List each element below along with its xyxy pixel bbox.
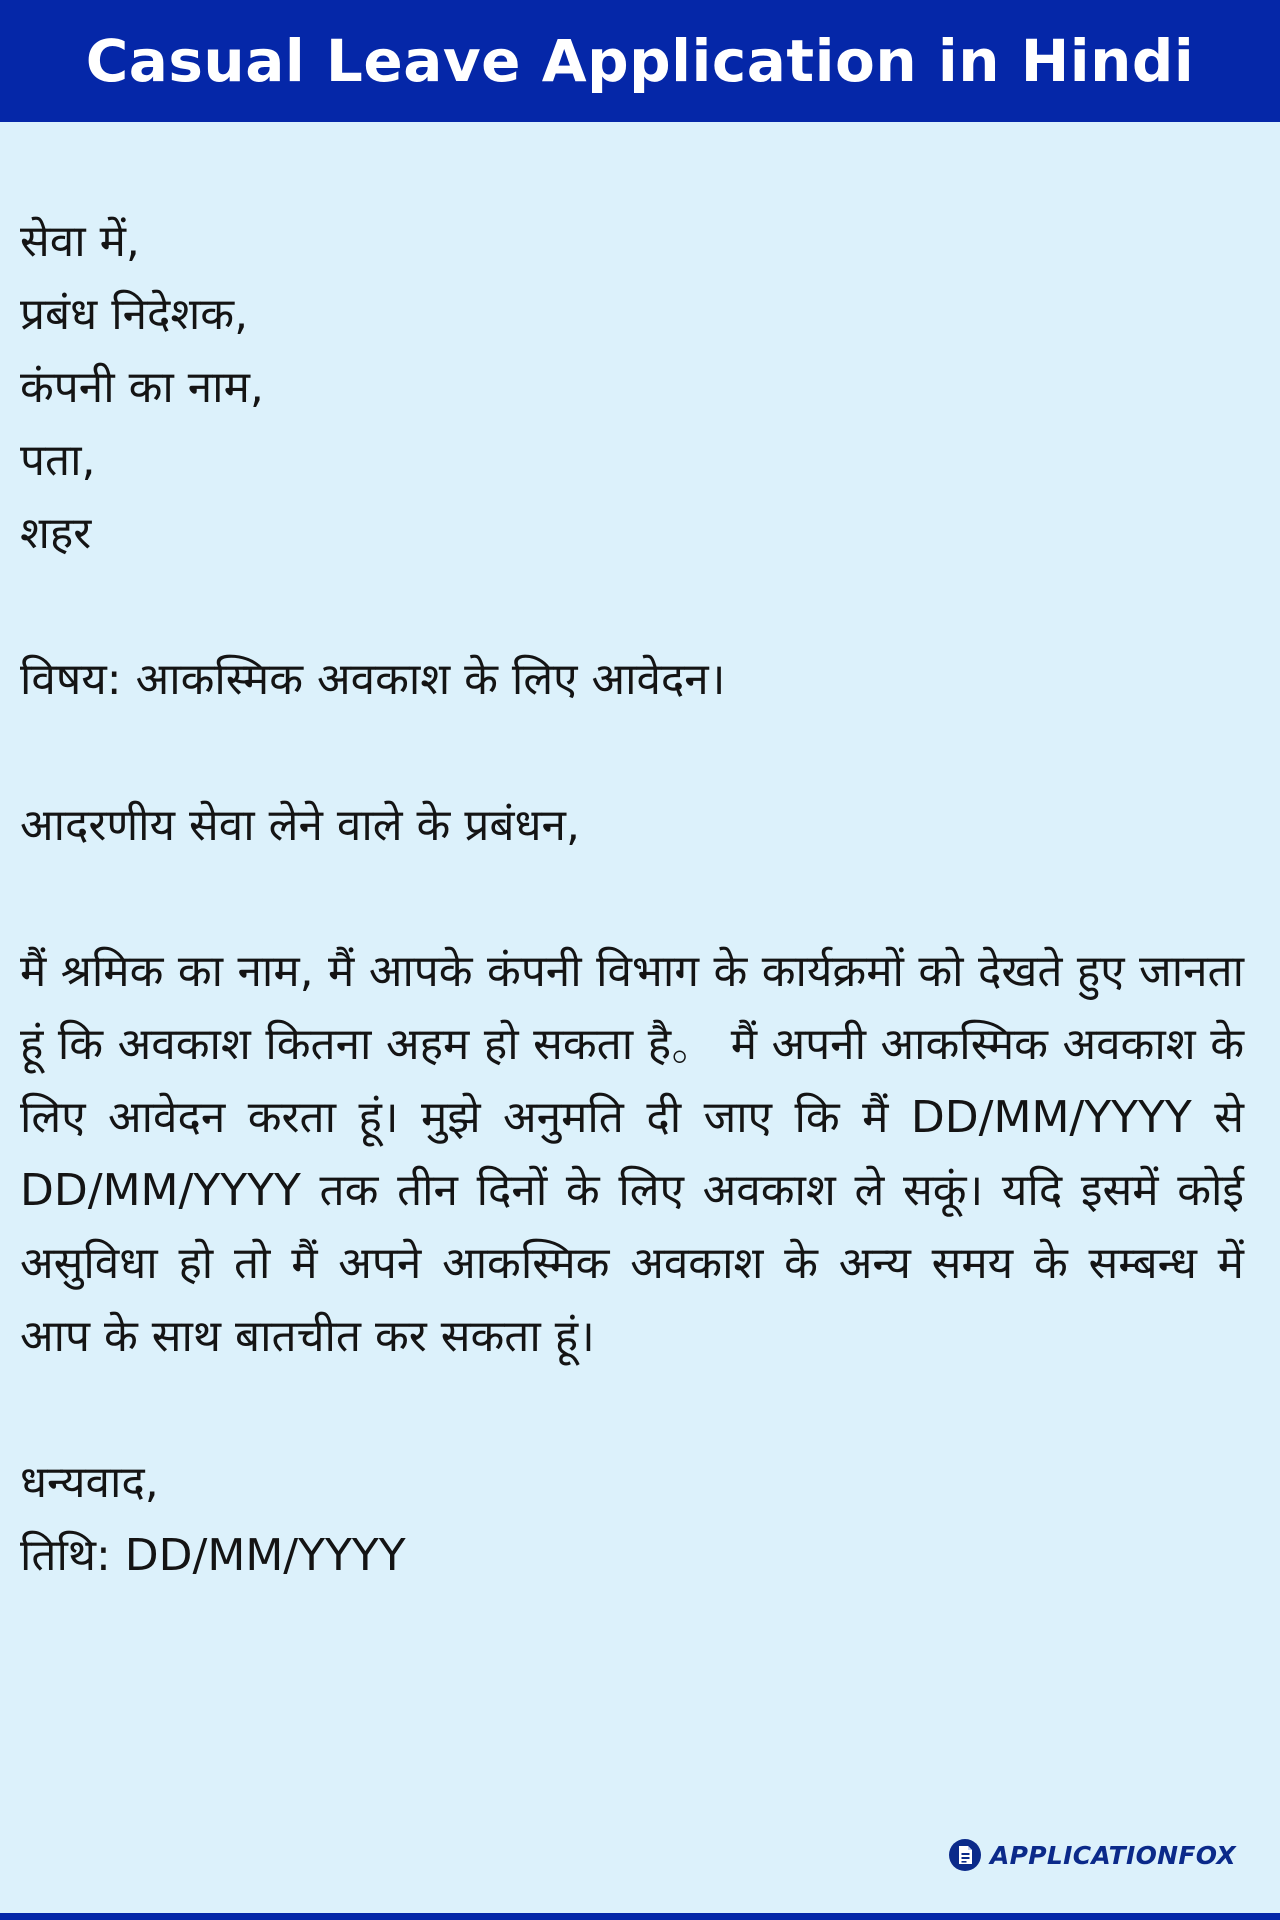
recipient-line: सेवा में, (20, 216, 140, 267)
recipient-line: पता, (20, 435, 96, 486)
date-line: तिथि: DD/MM/YYYY (20, 1530, 406, 1581)
letter-content (20, 205, 1244, 1592)
recipient-block (20, 205, 1244, 570)
spacer (20, 862, 1244, 935)
subject-line: विषय: आकस्मिक अवकाश के लिए आवेदन। (20, 654, 726, 705)
brand-logo (948, 1838, 1236, 1872)
header-banner (0, 0, 1280, 122)
recipient-line: कंपनी का नाम, (20, 362, 264, 413)
document-icon (948, 1838, 982, 1872)
letter-body: मैं श्रमिक का नाम, मैं आपके कंपनी विभाग के कार्यक्रमों को देखते हुए जानता हूं कि अवकाश कितना अहम हो सकता है。 मैं अपनी आकस्मिक अवकाश के लिए आवेदन करता हूं। मुझे अनुमति दी जाए कि मैं DD/MM/YYYY से DD/MM/YYYY तक तीन दिनों के लिए अवकाश ले सकूं। यदि इसमें कोई असुविधा हो तो मैं अपने आकस्मिक अवकाश के अन्य समय के सम्बन्ध में आप के साथ बातचीत कर सकता हूं। (20, 946, 1244, 1362)
salutation: आदरणीय सेवा लेने वाले के प्रबंधन, (20, 800, 580, 851)
bottom-border (0, 1913, 1280, 1920)
recipient-line: शहर (20, 508, 92, 559)
spacer (20, 570, 1244, 643)
spacer (20, 1373, 1244, 1446)
spacer (20, 716, 1244, 789)
closing: धन्यवाद, (20, 1457, 159, 1508)
brand-name: APPLICATIONFOX (990, 1840, 1236, 1870)
page-title: Casual Leave Application in Hindi (85, 27, 1195, 95)
recipient-line: प्रबंध निदेशक, (20, 289, 249, 340)
